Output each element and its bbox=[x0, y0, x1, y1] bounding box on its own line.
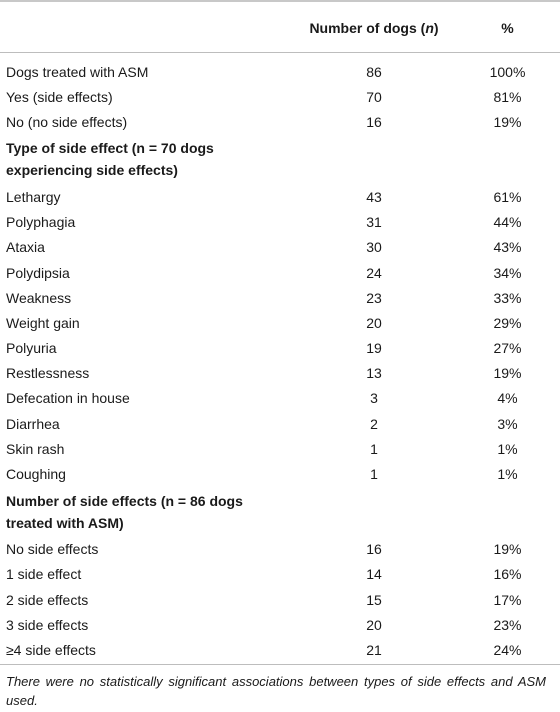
row-n: 1 bbox=[370, 440, 378, 457]
table-row bbox=[0, 587, 560, 612]
header-label-cell bbox=[0, 2, 293, 53]
section-title-side-effect-type: Type of side effect (n = 70 dogs experiencing side effects) bbox=[6, 140, 214, 179]
row-label: Restlessness bbox=[6, 365, 90, 382]
table-row bbox=[0, 436, 560, 461]
row-label: Polyphagia bbox=[6, 214, 76, 231]
table-row bbox=[0, 184, 560, 209]
row-n: 1 bbox=[370, 466, 378, 483]
row-n: 15 bbox=[366, 591, 382, 608]
row-n: 16 bbox=[366, 113, 382, 130]
table-row bbox=[0, 109, 560, 134]
table-footnote: There were no statistically significant associations between types of side effects and ASM used. bbox=[6, 674, 546, 708]
side-effects-table bbox=[0, 2, 560, 663]
row-n: 24 bbox=[366, 264, 382, 281]
row-n: 20 bbox=[366, 616, 382, 633]
row-n: 86 bbox=[366, 63, 382, 80]
row-label: 2 side effects bbox=[6, 591, 89, 608]
row-pct: 29% bbox=[493, 314, 522, 331]
row-pct: 1% bbox=[497, 440, 518, 457]
row-n: 31 bbox=[366, 214, 382, 231]
row-label: 1 side effect bbox=[6, 566, 82, 583]
row-pct: 23% bbox=[493, 616, 522, 633]
header-row bbox=[0, 2, 560, 53]
header-pct-cell: % bbox=[455, 2, 560, 53]
table-row bbox=[0, 210, 560, 235]
row-label: No side effects bbox=[6, 541, 99, 558]
row-n: 21 bbox=[366, 641, 382, 658]
bottom-rule bbox=[0, 664, 560, 665]
row-pct: 33% bbox=[493, 289, 522, 306]
row-n: 30 bbox=[366, 239, 382, 256]
row-n: 19 bbox=[366, 340, 382, 357]
row-n: 3 bbox=[370, 390, 378, 407]
table-row bbox=[0, 260, 560, 285]
row-label: 3 side effects bbox=[6, 616, 89, 633]
row-pct: 19% bbox=[493, 113, 522, 130]
row-n: 16 bbox=[366, 541, 382, 558]
row-label: Coughing bbox=[6, 466, 66, 483]
row-pct: 100% bbox=[489, 63, 526, 80]
row-n: 23 bbox=[366, 289, 382, 306]
table-row bbox=[0, 537, 560, 562]
table-row bbox=[0, 53, 560, 85]
row-pct: 43% bbox=[493, 239, 522, 256]
table-row bbox=[0, 235, 560, 260]
table-row bbox=[0, 562, 560, 587]
row-label: Dogs treated with ASM bbox=[6, 63, 149, 80]
row-pct: 44% bbox=[493, 214, 522, 231]
row-label: Polyuria bbox=[6, 340, 57, 357]
header-n-cell: Number of dogs (n) bbox=[293, 2, 455, 53]
table-row bbox=[0, 386, 560, 411]
row-label: Skin rash bbox=[6, 440, 65, 457]
row-label: Diarrhea bbox=[6, 415, 60, 432]
row-label: Polydipsia bbox=[6, 264, 70, 281]
row-n: 70 bbox=[366, 88, 382, 105]
table-row bbox=[0, 84, 560, 109]
table-row bbox=[0, 310, 560, 335]
row-label: Lethargy bbox=[6, 188, 61, 205]
table-row bbox=[0, 285, 560, 310]
table-row bbox=[0, 336, 560, 361]
row-pct: 4% bbox=[497, 390, 518, 407]
row-pct: 24% bbox=[493, 641, 522, 658]
section-header-row bbox=[0, 134, 560, 184]
row-pct: 61% bbox=[493, 188, 522, 205]
row-n: 14 bbox=[366, 566, 382, 583]
row-n: 20 bbox=[366, 314, 382, 331]
row-n: 13 bbox=[366, 365, 382, 382]
row-pct: 3% bbox=[497, 415, 518, 432]
row-label: No (no side effects) bbox=[6, 113, 128, 130]
row-label: Weight gain bbox=[6, 314, 80, 331]
table-row bbox=[0, 612, 560, 637]
section-title-number-of-side-effects: Number of side effects (n = 86 dogs treated with ASM) bbox=[6, 492, 243, 531]
row-pct: 1% bbox=[497, 466, 518, 483]
row-pct: 27% bbox=[493, 340, 522, 357]
row-label: Ataxia bbox=[6, 239, 45, 256]
row-n: 2 bbox=[370, 415, 378, 432]
row-pct: 19% bbox=[493, 365, 522, 382]
row-pct: 19% bbox=[493, 541, 522, 558]
row-pct: 81% bbox=[493, 88, 522, 105]
table-row bbox=[0, 637, 560, 662]
row-pct: 17% bbox=[493, 591, 522, 608]
section-header-row bbox=[0, 487, 560, 537]
row-label: Defecation in house bbox=[6, 390, 130, 407]
row-label: ≥4 side effects bbox=[6, 641, 96, 658]
table-row bbox=[0, 361, 560, 386]
row-label: Yes (side effects) bbox=[6, 88, 113, 105]
row-n: 43 bbox=[366, 188, 382, 205]
row-pct: 34% bbox=[493, 264, 522, 281]
table-row bbox=[0, 411, 560, 436]
row-label: Weakness bbox=[6, 289, 72, 306]
row-pct: 16% bbox=[493, 566, 522, 583]
table-row bbox=[0, 461, 560, 486]
